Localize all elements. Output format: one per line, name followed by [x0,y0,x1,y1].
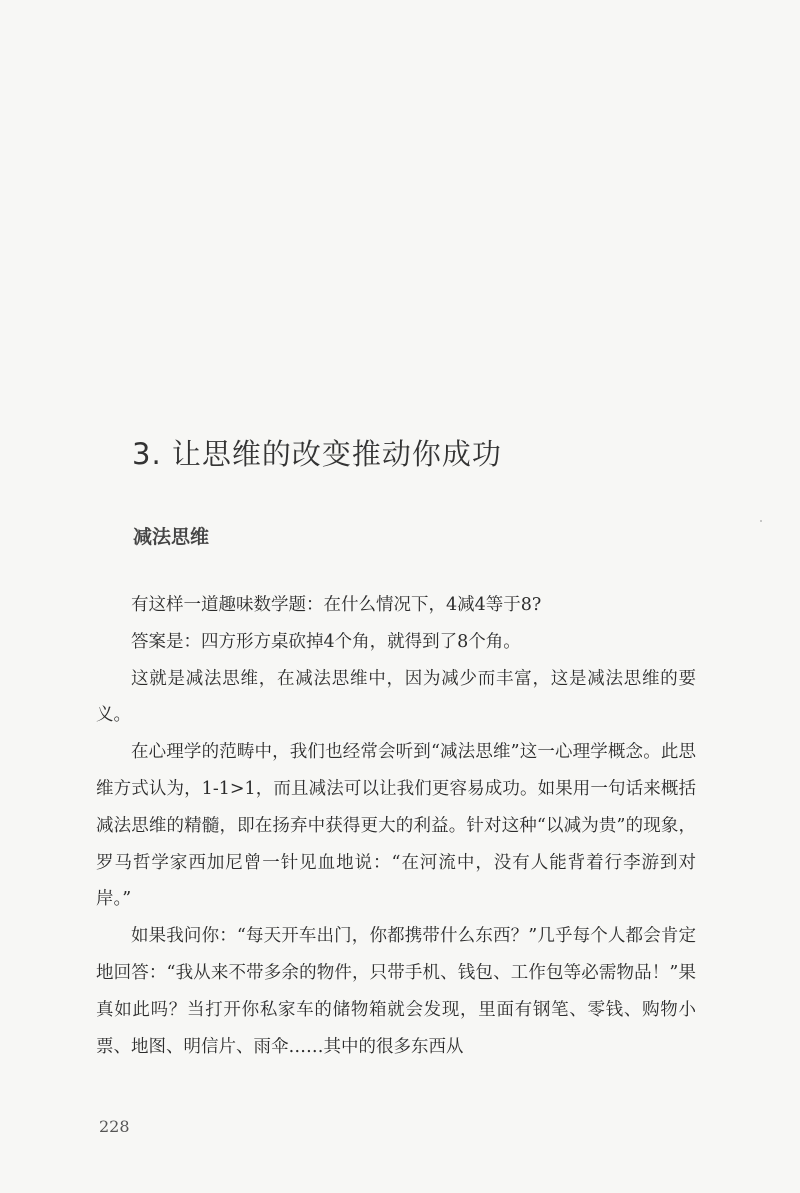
paragraph: 这就是减法思维，在减法思维中，因为减少而丰富，这是减法思维的要义。 [96,668,696,726]
section-title: 减法思维 [133,526,210,548]
paragraph: 答案是：四方形方桌砍掉4个角，就得到了8个角。 [131,631,521,652]
paragraph: 如果我问你：“每天开车出门，你都携带什么东西？”几乎每个人都会肯定地回答：“我从来不带多余的物件，只带手机、钱包、工作包等必需物品！”果真如此吗？当打开你私家车的储物箱就会发现，里面有钢笔、零钱、购物小票、地图、明信片、雨伞……其中的很多东西从 [96,926,696,1057]
scan-speck [760,520,762,522]
body-text [96,587,696,1065]
paragraph: 在心理学的范畴中，我们也经常会听到“减法思维”这一心理学概念。此思维方式认为，1-1>1，而且减法可以让我们更容易成功。如果用一句话来概括减法思维的精髓，即在扬弃中获得更大的利益。针对这种“以减为贵”的现象，罗马哲学家西加尼曾一针见血地说：“在河流中，没有人能背着行李游到对岸。” [96,742,696,910]
page-number: 228 [99,1117,130,1136]
chapter-title: 3. 让思维的改变推动你成功 [132,437,502,471]
paragraph: 有这样一道趣味数学题：在什么情况下，4减4等于8? [131,595,542,615]
